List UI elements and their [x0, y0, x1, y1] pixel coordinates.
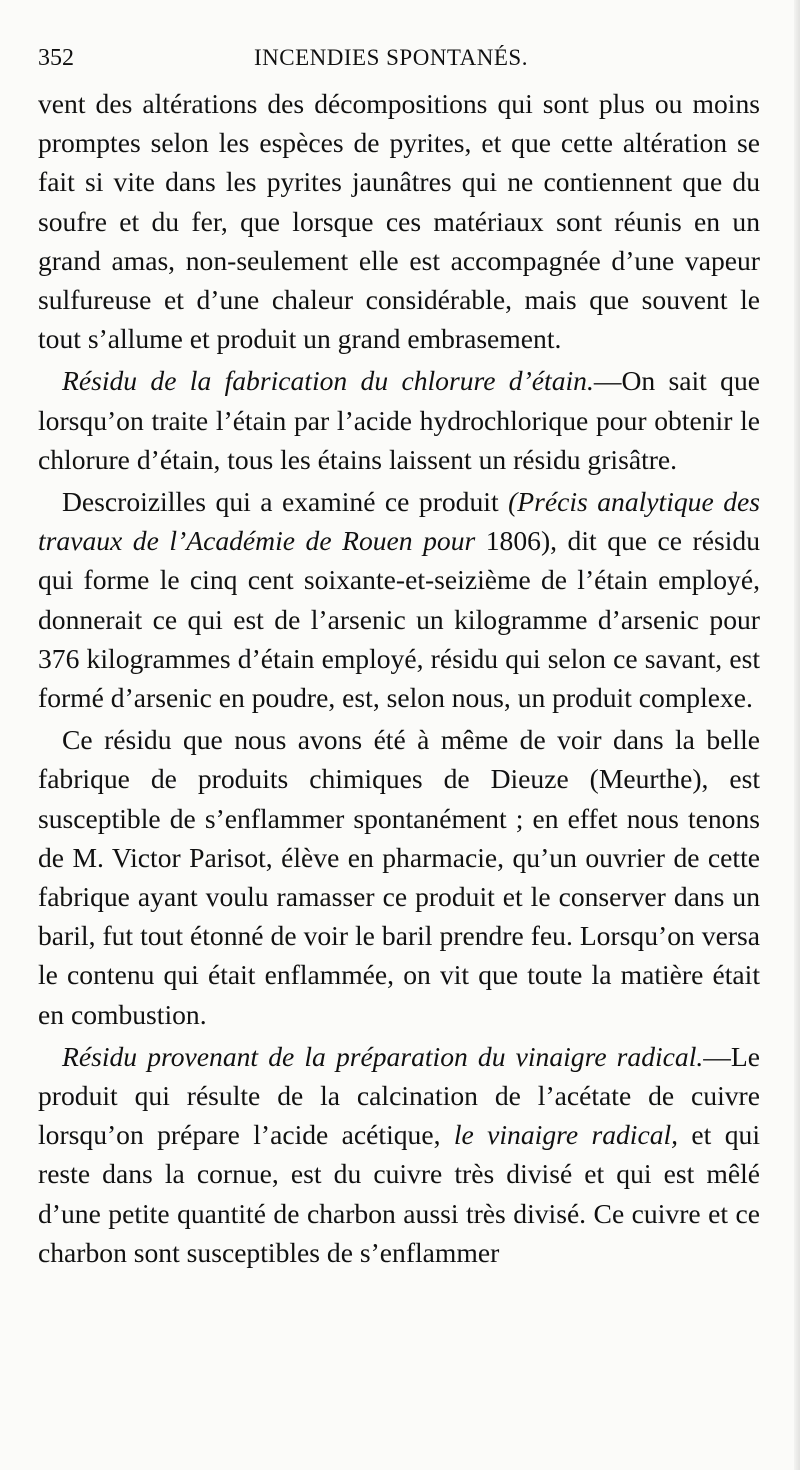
- paragraph-text: —On sait que lorsqu’on traite l’étain par l’acide hydrochlorique pour obtenir le chlorure d’étain, tous les étains laissent un résidu grisâtre.: [38, 365, 760, 475]
- page-edge: [794, 0, 800, 1470]
- paragraph-text: 1806), dit que ce résidu qui forme le cinq cent soixante-et-seizième de l’étain employé, donnerait ce qui est de l’arsenic un kilogramme d’arsenic pour 376 kilogrammes d’étain employé, résidu qui selon ce savant, est formé d’arsenic en poudre, est, selon nous, un produit complexe.: [38, 525, 760, 714]
- section-heading: Résidu provenant de la préparation du vinaigre radical.: [62, 1040, 704, 1072]
- running-title: INCENDIES SPONTANÉS.: [254, 45, 528, 70]
- paragraph-text: Descroizilles qui a examiné ce produit: [62, 486, 509, 518]
- paragraph-descroizilles: [38, 482, 760, 717]
- paragraph-dieuze: [38, 720, 760, 1034]
- paragraph-pyrites-continuation: [38, 84, 760, 358]
- citation-title: (Précis analytique des travaux de l’Académie de Rouen pour: [38, 486, 760, 557]
- page-number: 352: [38, 45, 74, 71]
- paragraph-text: et qui reste dans la cornue, est du cuivre très divisé et qui est mêlé d’une petite quantité de charbon aussi très divisé. Ce cuivre et ce charbon sont susceptibles de s’enflammer: [38, 1119, 760, 1268]
- paragraph-text: —Le produit qui résulte de la calcination de l’acétate de cuivre lorsqu’on prépare l’acide acétique,: [38, 1040, 760, 1151]
- body-text: [38, 84, 760, 1272]
- paragraph-text: Ce résidu que nous avons été à même de voir dans la belle fabrique de produits chimiques de Dieuze (Meurthe), est susceptible de s’enflammer spontanément ; en effet nous tenons de M. Victor Parisot, élève en pharmacie, qu’un ouvrier de cette fabrique ayant voulu ramasser ce produit et le conserver dans un baril, fut tout étonné de voir le baril prendre feu. Lorsqu’on versa le contenu qui était enflammée, on vit que toute la matière était en combustion.: [38, 724, 760, 1030]
- paragraph-vinaigre-radical: [38, 1037, 760, 1272]
- paragraph-residu-chlorure: [38, 361, 760, 479]
- paragraph-text: vent des altérations des décompositions qui sont plus ou moins promptes selon les espèces de pyrites, et que cette altération se fait si vite dans les pyrites jaunâtres qui ne contiennent que du soufre et du fer, que lorsque ces matériaux sont réunis en un grand amas, non-seulement elle est accompagnée d’une vapeur sulfureuse et d’une chaleur considérable, mais que souvent le tout s’allume et produit un grand embrasement.: [38, 88, 760, 355]
- section-heading: Résidu de la fabrication du chlorure d’étain.: [62, 365, 594, 397]
- emphasis-term: le vinaigre radical,: [453, 1119, 679, 1151]
- running-head: [38, 40, 758, 76]
